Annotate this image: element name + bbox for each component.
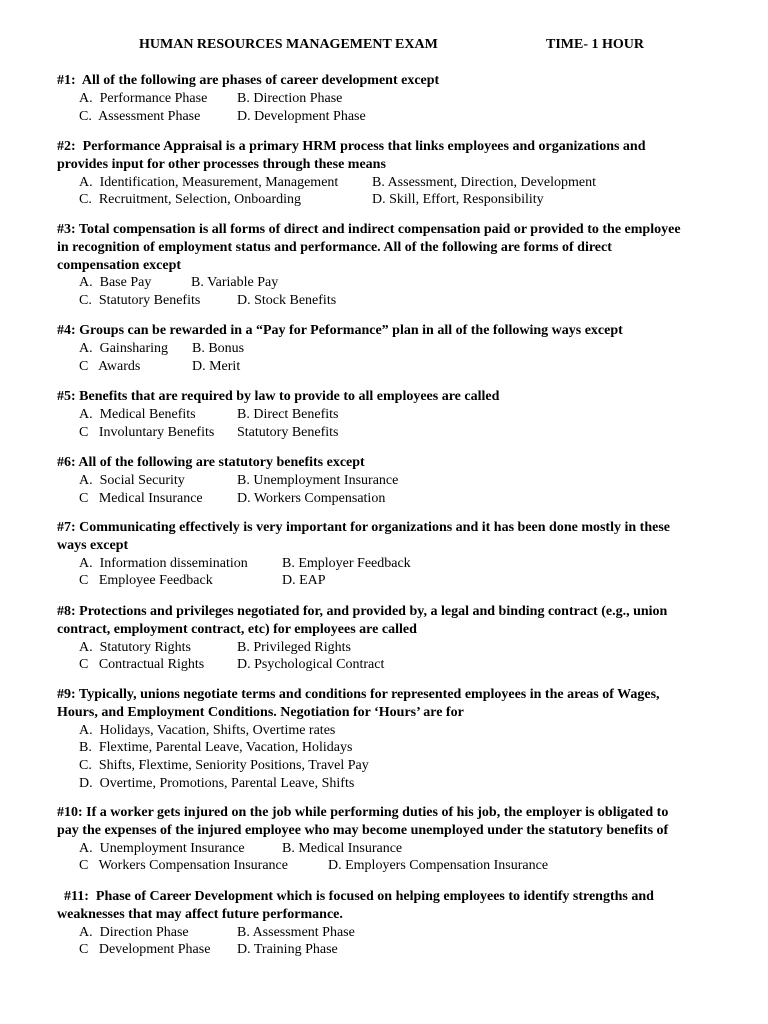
answer-option: C Awards xyxy=(79,358,141,374)
question-text: compensation except xyxy=(57,257,182,273)
answer-option: A. Identification, Measurement, Management xyxy=(79,174,339,190)
question-text: #2: Performance Appraisal is a primary HRM process that links employees and organizations and xyxy=(57,139,646,154)
answer-option: A. Medical Benefits xyxy=(79,406,196,422)
question-text: in recognition of employment status and performance. All of the following are forms of direct xyxy=(57,239,612,255)
answer-option: A. Information dissemination xyxy=(79,555,248,571)
answer-option: D. Overtime, Promotions, Parental Leave, Shifts xyxy=(79,776,355,791)
answer-option: D. Stock Benefits xyxy=(237,293,337,309)
question-text: weaknesses that may affect future performance. xyxy=(57,906,343,922)
answer-option: C. Shifts, Flextime, Seniority Positions, Travel Pay xyxy=(79,758,369,774)
answer-option: D. Merit xyxy=(192,358,241,374)
question-text: contract, employment contract, etc) for employees are called xyxy=(57,621,417,637)
exam-time: TIME- 1 HOUR xyxy=(546,37,644,52)
question-text: ways except xyxy=(57,537,129,553)
answer-option: D. EAP xyxy=(282,573,326,589)
question-text: #6: All of the following are statutory benefits except xyxy=(57,455,365,470)
answer-option: C Medical Insurance xyxy=(79,490,203,506)
question-text: #1: All of the following are phases of career development except xyxy=(57,73,440,88)
answer-option: C. Assessment Phase xyxy=(79,108,201,124)
answer-option: B. Unemployment Insurance xyxy=(237,472,399,488)
question-text: #9: Typically, unions negotiate terms and conditions for represented employees in the areas of Wages, xyxy=(57,687,660,702)
exam-title: HUMAN RESOURCES MANAGEMENT EXAM xyxy=(139,37,438,52)
question-text: #4: Groups can be rewarded in a “Pay for Peformance” plan in all of the following ways except xyxy=(57,323,623,338)
answer-option: B. Direction Phase xyxy=(237,90,343,106)
answer-option: A. Direction Phase xyxy=(79,924,189,940)
question-text: Hours, and Employment Conditions. Negotiation for ‘Hours’ are for xyxy=(57,704,464,720)
answer-option: A. Holidays, Vacation, Shifts, Overtime rates xyxy=(79,722,336,738)
answer-option: B. Variable Pay xyxy=(191,275,279,291)
answer-option: B. Assessment, Direction, Development xyxy=(372,174,596,190)
answer-option: C Involuntary Benefits xyxy=(79,424,215,440)
answer-option: B. Employer Feedback xyxy=(282,555,411,571)
question-text: #8: Protections and privileges negotiated for, and provided by, a legal and binding contract (e.g., union xyxy=(57,604,668,619)
answer-option: A. Gainsharing xyxy=(79,340,169,356)
answer-option: C Development Phase xyxy=(79,942,211,958)
answer-option: Statutory Benefits xyxy=(237,424,339,440)
answer-option: C. Statutory Benefits xyxy=(79,293,201,309)
question-text: #5: Benefits that are required by law to provide to all employees are called xyxy=(57,389,500,404)
question-text: #7: Communicating effectively is very important for organizations and it has been done mostly in these xyxy=(57,520,670,535)
answer-option: D. Psychological Contract xyxy=(237,657,385,673)
answer-option: C Workers Compensation Insurance xyxy=(79,858,288,874)
answer-option: B. Bonus xyxy=(192,340,245,356)
answer-option: A. Social Security xyxy=(79,472,185,488)
answer-option: A. Performance Phase xyxy=(79,90,208,106)
answer-option: B. Flextime, Parental Leave, Vacation, Holidays xyxy=(79,740,353,756)
answer-option: D. Workers Compensation xyxy=(237,490,386,506)
answer-option: A. Unemployment Insurance xyxy=(79,840,245,856)
answer-option: D. Training Phase xyxy=(237,942,338,958)
answer-option: D. Skill, Effort, Responsibility xyxy=(372,192,544,208)
answer-option: A. Statutory Rights xyxy=(79,639,192,655)
answer-option: A. Base Pay xyxy=(79,275,152,291)
question-text: #10: If a worker gets injured on the job while performing duties of his job, the employer is obligated to xyxy=(57,805,669,820)
question-text: pay the expenses of the injured employee who may become unemployed under the statutory benefits of xyxy=(57,822,669,838)
answer-option: D. Development Phase xyxy=(237,108,366,124)
answer-option: B. Privileged Rights xyxy=(237,639,351,655)
question-text: #3: Total compensation is all forms of direct and indirect compensation paid or provided to the employee xyxy=(57,222,681,237)
answer-option: B. Assessment Phase xyxy=(237,924,355,940)
answer-option: B. Direct Benefits xyxy=(237,406,339,422)
answer-option: C Employee Feedback xyxy=(79,573,213,589)
answer-option: C Contractual Rights xyxy=(79,657,205,673)
answer-option: D. Employers Compensation Insurance xyxy=(328,858,549,874)
answer-option: B. Medical Insurance xyxy=(282,840,403,856)
answer-option: C. Recruitment, Selection, Onboarding xyxy=(79,192,302,208)
question-text: provides input for other processes through these means xyxy=(57,156,386,172)
question-text: #11: Phase of Career Development which is focused on helping employees to identify strengths and xyxy=(57,889,654,904)
